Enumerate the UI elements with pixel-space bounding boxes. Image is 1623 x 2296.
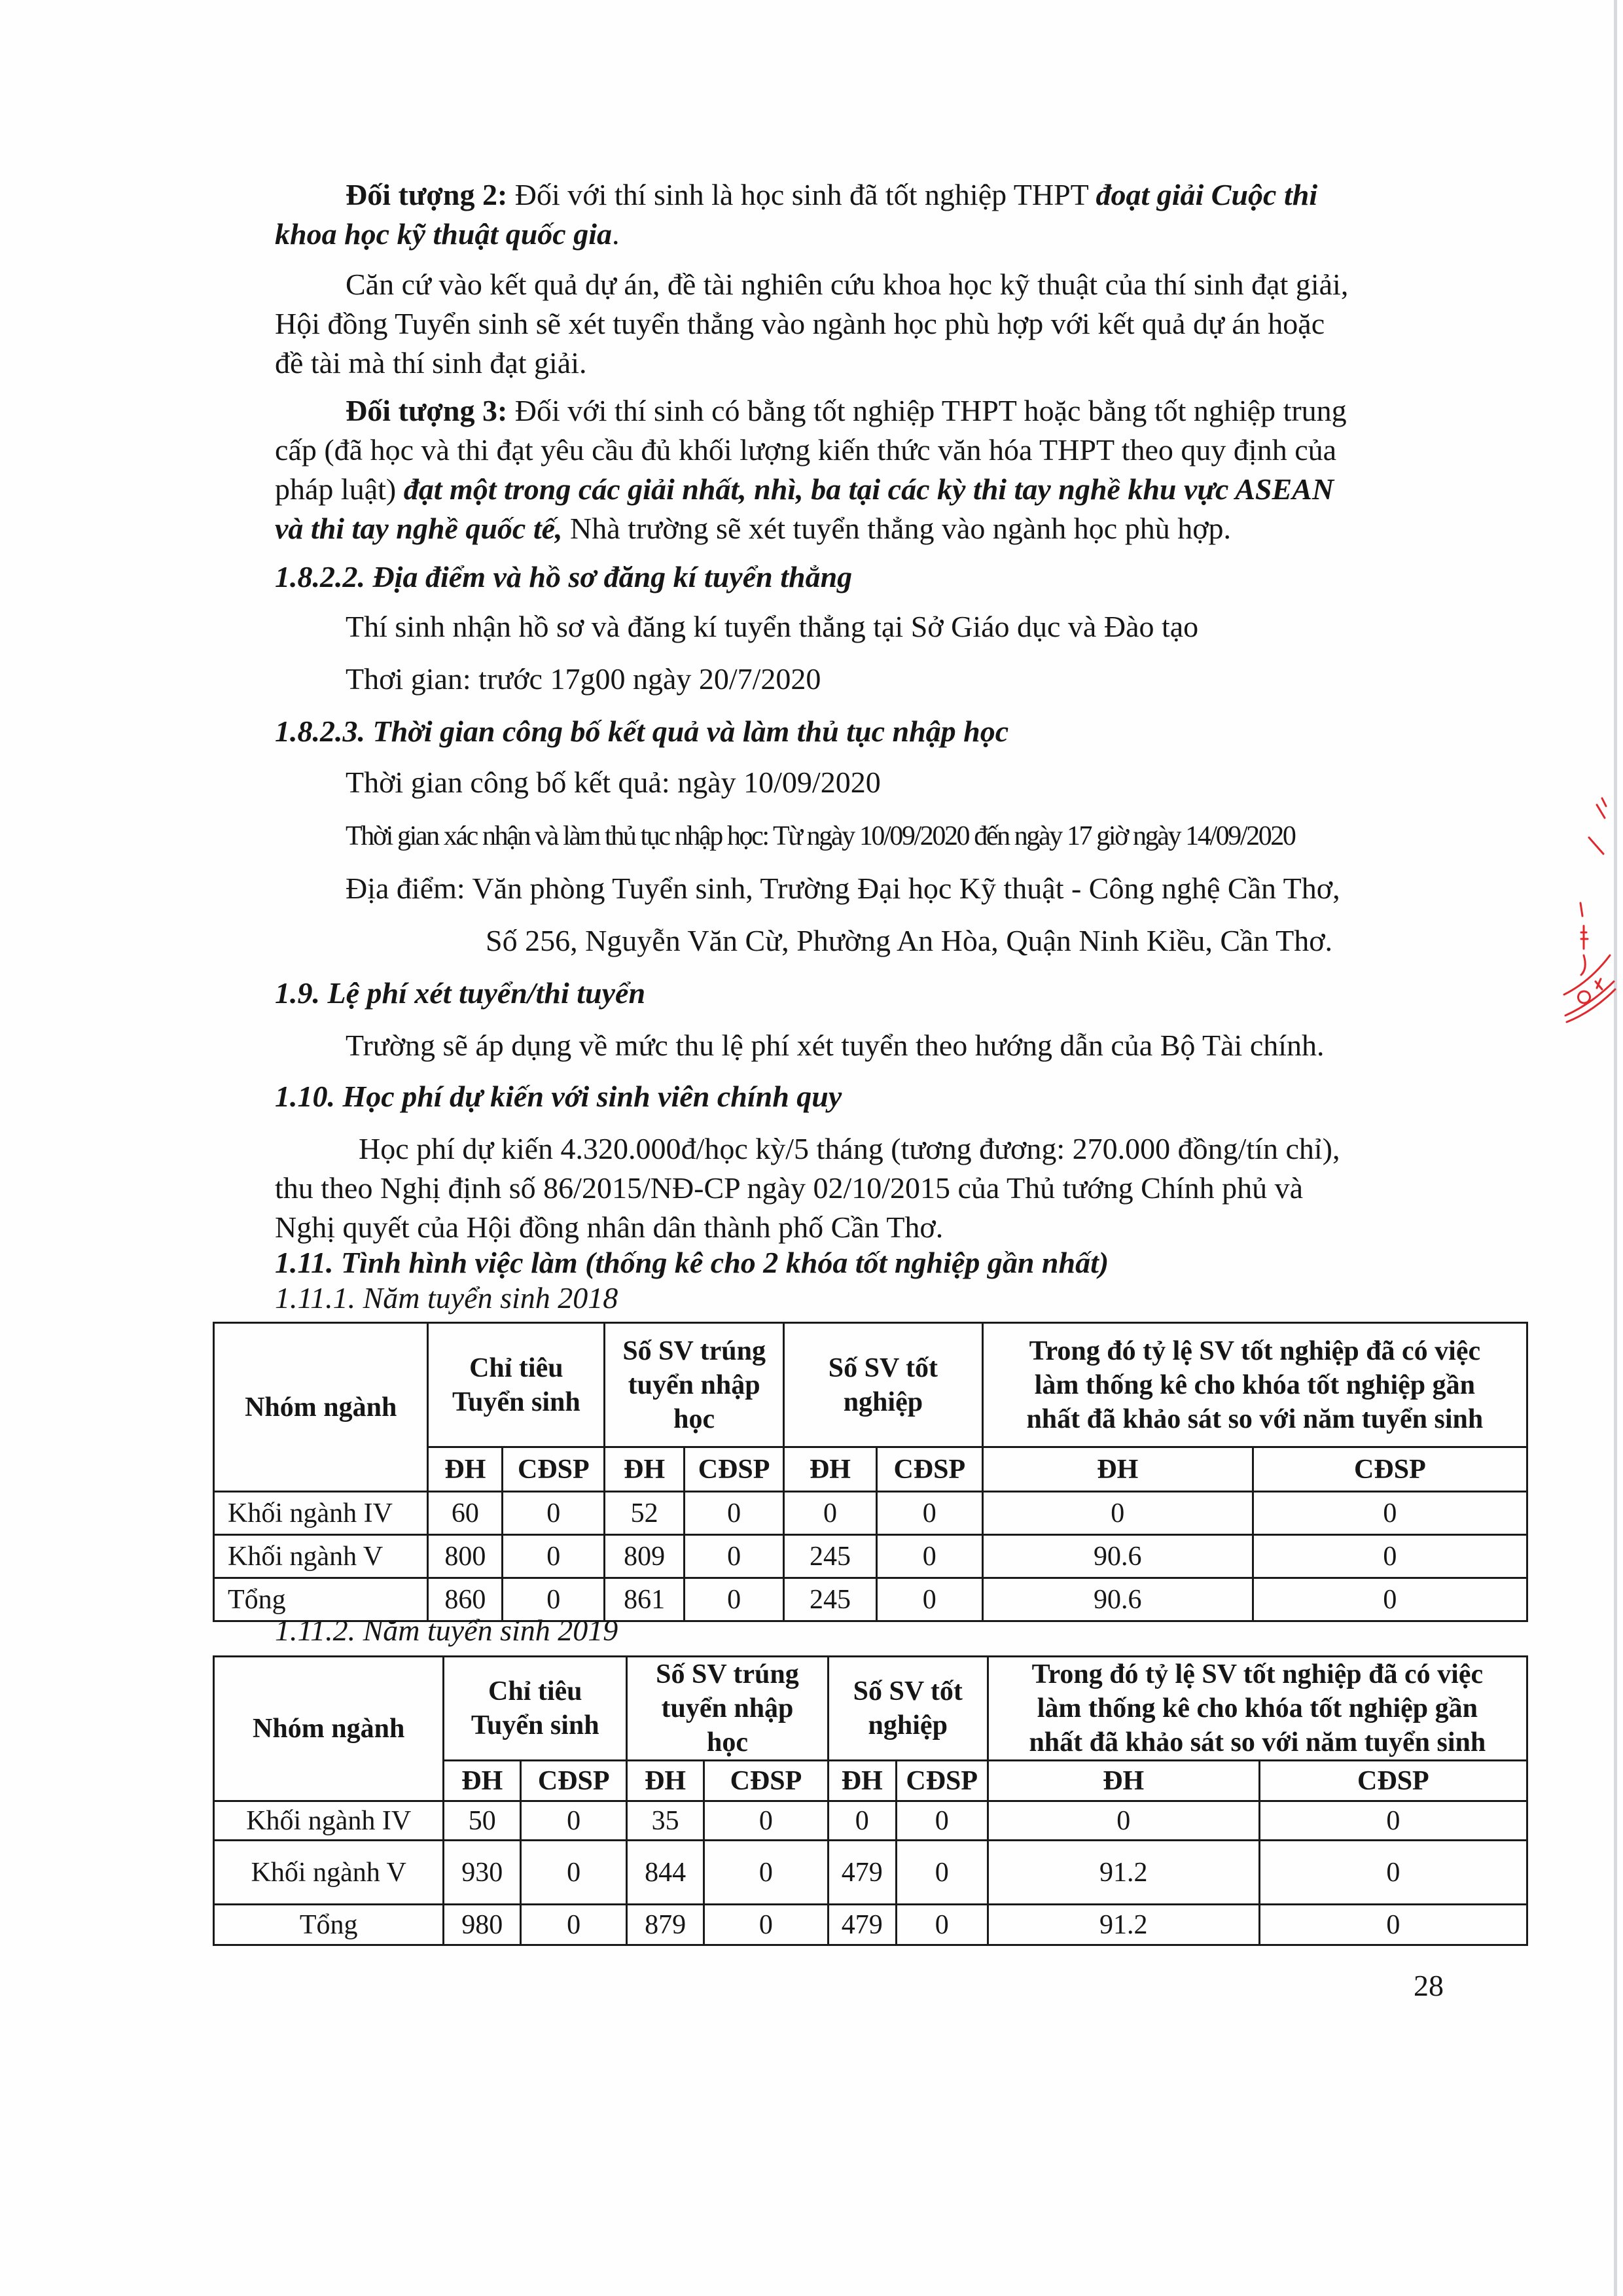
- cell: 0: [521, 1841, 627, 1905]
- subheader-cdsp: CĐSP: [896, 1761, 988, 1801]
- cell-nhom-nganh: Tổng: [214, 1578, 428, 1621]
- heading-110: 1.10. Học phí dự kiến với sinh viên chính quy: [275, 1080, 842, 1113]
- doi-tuong-2-label: Đối tượng 2:: [346, 178, 508, 211]
- header-ty-le-l1: Trong đó tỷ lệ SV tốt nghiệp đã có việc: [1029, 1335, 1481, 1366]
- cell: 0: [876, 1578, 982, 1621]
- cell: 0: [1253, 1578, 1527, 1621]
- employment-table-2018: [213, 1322, 1528, 1622]
- doi-tuong-3-label: Đối tượng 3:: [346, 394, 508, 427]
- cell: 0: [1259, 1841, 1527, 1905]
- doi-tuong-3-emphasis-2: và thi tay nghề quốc tế,: [275, 512, 563, 545]
- doi-tuong-2-end: .: [612, 217, 620, 251]
- table-header-row: [214, 1657, 1527, 1761]
- header-chi-tieu-l2: Tuyển sinh: [471, 1710, 599, 1740]
- cell: 0: [896, 1801, 988, 1841]
- header-trung-tuyen-l1: Số SV trúng: [656, 1659, 799, 1689]
- table-row-total: [214, 1905, 1527, 1945]
- header-ty-le: [988, 1657, 1527, 1761]
- header-tot-nghiep-l1: Số SV tốt: [828, 1352, 938, 1383]
- section-1822-line1: Thí sinh nhận hồ sơ và đăng kí tuyển thẳng tại Sở Giáo dục và Đào tạo: [346, 610, 1199, 643]
- doi-tuong-3-text: Đối với thí sinh có bằng tốt nghiệp THPT hoặc bằng tốt nghiệp trung: [507, 394, 1347, 427]
- cell-nhom-nganh: Khối ngành V: [214, 1535, 428, 1578]
- table-row: [214, 1492, 1527, 1535]
- subheader-dh: ĐH: [828, 1761, 896, 1801]
- doi-tuong-2-line1: [346, 175, 1317, 215]
- seal-glyph: [1596, 979, 1602, 989]
- header-ty-le-l3: nhất đã khảo sát so với năm tuyển sinh: [1026, 1404, 1484, 1434]
- subheader-dh: ĐH: [428, 1447, 503, 1492]
- cell-nhom-nganh: Khối ngành IV: [214, 1492, 428, 1535]
- header-ty-le: [982, 1323, 1527, 1447]
- header-nhom-nganh: Nhóm ngành: [214, 1657, 444, 1801]
- header-trung-tuyen-l2: tuyển nhập: [628, 1369, 760, 1400]
- cell: 861: [605, 1578, 685, 1621]
- cell: 91.2: [988, 1905, 1259, 1945]
- section-1823-line4: Số 256, Nguyễn Văn Cừ, Phường An Hòa, Quận Ninh Kiều, Cần Thơ.: [486, 924, 1333, 957]
- cell: 50: [444, 1801, 521, 1841]
- can-cu-line3: đề tài mà thí sinh đạt giải.: [275, 346, 587, 380]
- cell: 0: [876, 1492, 982, 1535]
- section-1823-line2: Thời gian xác nhận và làm thủ tục nhập học: Từ ngày 10/09/2020 đến ngày 17 giờ ngày 14/09/2020: [346, 821, 1295, 851]
- doi-tuong-3-plain: pháp luật): [275, 472, 404, 506]
- cell: 0: [896, 1905, 988, 1945]
- header-trung-tuyen: [605, 1323, 784, 1447]
- cell: 0: [988, 1801, 1259, 1841]
- seal-glyph: [1581, 926, 1588, 949]
- cell: 479: [828, 1905, 896, 1945]
- cell: 809: [605, 1535, 685, 1578]
- seal-ring: [1564, 955, 1610, 995]
- table-row: [214, 1535, 1527, 1578]
- scan-edge: [1614, 0, 1617, 2296]
- cell: 0: [521, 1905, 627, 1945]
- doi-tuong-3-rest: Nhà trường sẽ xét tuyển thẳng vào ngành học phù hợp.: [562, 512, 1232, 545]
- header-tot-nghiep: [784, 1323, 983, 1447]
- cell: 0: [704, 1801, 829, 1841]
- header-trung-tuyen: [627, 1657, 829, 1761]
- doi-tuong-3-emphasis: đạt một trong các giải nhất, nhì, ba tại các kỳ thi tay nghề khu vực ASEAN: [403, 472, 1334, 506]
- section-1823-line3: Địa điểm: Văn phòng Tuyển sinh, Trường Đại học Kỹ thuật - Công nghệ Cần Thơ,: [346, 872, 1340, 905]
- header-chi-tieu-l2: Tuyển sinh: [452, 1386, 580, 1417]
- doi-tuong-2-emphasis: đoạt giải Cuộc thi: [1096, 178, 1318, 211]
- header-tot-nghiep-l2: nghiệp: [868, 1710, 948, 1740]
- subheader-cdsp: CĐSP: [1259, 1761, 1527, 1801]
- cell: 0: [982, 1492, 1253, 1535]
- header-tot-nghiep-l2: nghiệp: [843, 1386, 923, 1417]
- cell: 60: [428, 1492, 503, 1535]
- subheader-dh: ĐH: [627, 1761, 704, 1801]
- header-chi-tieu-l1: Chỉ tiêu: [488, 1676, 582, 1706]
- cell: 0: [503, 1535, 605, 1578]
- header-ty-le-l2: làm thống kê cho khóa tốt nghiệp gần: [1037, 1693, 1478, 1723]
- subheader-cdsp: CĐSP: [704, 1761, 829, 1801]
- cell: 0: [503, 1578, 605, 1621]
- cell: 0: [896, 1841, 988, 1905]
- cell: 0: [1253, 1492, 1527, 1535]
- table-row: [214, 1801, 1527, 1841]
- subheader-cdsp: CĐSP: [685, 1447, 784, 1492]
- subheader-dh: ĐH: [988, 1761, 1259, 1801]
- section-1823-line1: Thời gian công bố kết quả: ngày 10/09/2020: [346, 766, 881, 799]
- header-tot-nghiep-l1: Số SV tốt: [853, 1676, 963, 1706]
- header-trung-tuyen-l1: Số SV trúng: [622, 1335, 766, 1366]
- header-trung-tuyen-l2: tuyển nhập: [661, 1693, 794, 1723]
- heading-1822: 1.8.2.2. Địa điểm và hồ sơ đăng kí tuyển thẳng: [275, 560, 853, 593]
- cell: 0: [685, 1535, 784, 1578]
- doi-tuong-2-emphasis-2: khoa học kỹ thuật quốc gia: [275, 217, 613, 251]
- cell: 860: [428, 1578, 503, 1621]
- doi-tuong-2-text: Đối với thí sinh là học sinh đã tốt nghiệp THPT: [507, 178, 1096, 211]
- cell: 90.6: [982, 1535, 1253, 1578]
- cell: 0: [521, 1801, 627, 1841]
- subheader-cdsp: CĐSP: [1253, 1447, 1527, 1492]
- can-cu-line1: Căn cứ vào kết quả dự án, đề tài nghiên cứu khoa học kỹ thuật của thí sinh đạt giải,: [346, 268, 1349, 301]
- cell: 0: [828, 1801, 896, 1841]
- header-chi-tieu: [428, 1323, 605, 1447]
- seal-mark: [1589, 838, 1603, 854]
- seal-mark: [1597, 805, 1605, 818]
- doi-tuong-3-line3: [275, 470, 1334, 509]
- heading-1823: 1.8.2.3. Thời gian công bố kết quả và làm thủ tục nhập học: [275, 715, 1009, 748]
- cell: 0: [704, 1841, 829, 1905]
- header-trung-tuyen-l3: học: [673, 1404, 715, 1434]
- header-ty-le-l2: làm thống kê cho khóa tốt nghiệp gần: [1034, 1369, 1476, 1400]
- table-1-caption: 1.11.1. Năm tuyển sinh 2018: [275, 1281, 618, 1315]
- header-chi-tieu-l1: Chỉ tiêu: [469, 1352, 563, 1383]
- cell: 35: [627, 1801, 704, 1841]
- doi-tuong-3-line2: cấp (đã học và thi đạt yêu cầu đủ khối lượng kiến thức văn hóa THPT theo quy định của: [275, 433, 1337, 467]
- cell: 52: [605, 1492, 685, 1535]
- cell: 0: [1259, 1801, 1527, 1841]
- can-cu-line2: Hội đồng Tuyển sinh sẽ xét tuyển thẳng vào ngành học phù hợp với kết quả dự án hoặc: [275, 307, 1325, 340]
- heading-111: 1.11. Tình hình việc làm (thống kê cho 2 khóa tốt nghiệp gần nhất): [275, 1246, 1109, 1279]
- cell: 245: [784, 1578, 877, 1621]
- section-110-line2: thu theo Nghị định số 86/2015/NĐ-CP ngày 02/10/2015 của Thủ tướng Chính phủ và: [275, 1171, 1304, 1205]
- table-2-caption: 1.11.2. Năm tuyển sinh 2019: [275, 1614, 618, 1647]
- table-row: [214, 1841, 1527, 1905]
- section-19-line1: Trường sẽ áp dụng về mức thu lệ phí xét tuyển theo hướng dẫn của Bộ Tài chính.: [346, 1029, 1325, 1062]
- cell: 980: [444, 1905, 521, 1945]
- cell-nhom-nganh: Khối ngành V: [214, 1841, 444, 1905]
- heading-19: 1.9. Lệ phí xét tuyển/thi tuyển: [275, 976, 646, 1010]
- header-tot-nghiep: [828, 1657, 988, 1761]
- cell: 0: [685, 1578, 784, 1621]
- table-header-row: [214, 1323, 1527, 1447]
- subheader-cdsp: CĐSP: [503, 1447, 605, 1492]
- cell: 245: [784, 1535, 877, 1578]
- red-seal-stamp-icon: [1558, 759, 1616, 1034]
- seal-mark: [1580, 903, 1582, 916]
- section-110-line1: Học phí dự kiến 4.320.000đ/học kỳ/5 tháng (tương đương: 270.000 đồng/tín chỉ),: [359, 1132, 1340, 1165]
- cell: 0: [784, 1492, 877, 1535]
- seal-ring: [1567, 989, 1615, 1022]
- cell: 0: [1259, 1905, 1527, 1945]
- cell: 930: [444, 1841, 521, 1905]
- cell: 879: [627, 1905, 704, 1945]
- page-number: 28: [1414, 1969, 1444, 2002]
- subheader-cdsp: CĐSP: [876, 1447, 982, 1492]
- header-ty-le-l3: nhất đã khảo sát so với năm tuyển sinh: [1029, 1727, 1486, 1757]
- header-nhom-nganh: Nhóm ngành: [214, 1323, 428, 1492]
- cell: 0: [876, 1535, 982, 1578]
- seal-glyph: [1578, 991, 1590, 1003]
- cell-nhom-nganh: Khối ngành IV: [214, 1801, 444, 1841]
- subheader-dh: ĐH: [444, 1761, 521, 1801]
- subheader-cdsp: CĐSP: [521, 1761, 627, 1801]
- cell: 0: [685, 1492, 784, 1535]
- header-chi-tieu: [444, 1657, 627, 1761]
- subheader-dh: ĐH: [784, 1447, 877, 1492]
- cell: 90.6: [982, 1578, 1253, 1621]
- cell: 844: [627, 1841, 704, 1905]
- doi-tuong-2-line2: [275, 215, 620, 254]
- employment-table-2019: [213, 1655, 1528, 1946]
- subheader-dh: ĐH: [982, 1447, 1253, 1492]
- cell: 0: [704, 1905, 829, 1945]
- seal-glyph: [1581, 955, 1585, 975]
- cell-nhom-nganh: Tổng: [214, 1905, 444, 1945]
- section-1822-line2: Thơi gian: trước 17g00 ngày 20/7/2020: [346, 662, 821, 696]
- seal-mark: [1602, 798, 1606, 806]
- doi-tuong-3-line1: [346, 391, 1347, 431]
- doi-tuong-3-line4: [275, 509, 1231, 548]
- subheader-dh: ĐH: [605, 1447, 685, 1492]
- cell: 479: [828, 1841, 896, 1905]
- header-ty-le-l1: Trong đó tỷ lệ SV tốt nghiệp đã có việc: [1031, 1659, 1484, 1689]
- cell: 0: [503, 1492, 605, 1535]
- header-trung-tuyen-l3: học: [706, 1727, 748, 1757]
- cell: 91.2: [988, 1841, 1259, 1905]
- cell: 800: [428, 1535, 503, 1578]
- section-110-line3: Nghị quyết của Hội đồng nhân dân thành phố Cần Thơ.: [275, 1210, 944, 1244]
- cell: 0: [1253, 1535, 1527, 1578]
